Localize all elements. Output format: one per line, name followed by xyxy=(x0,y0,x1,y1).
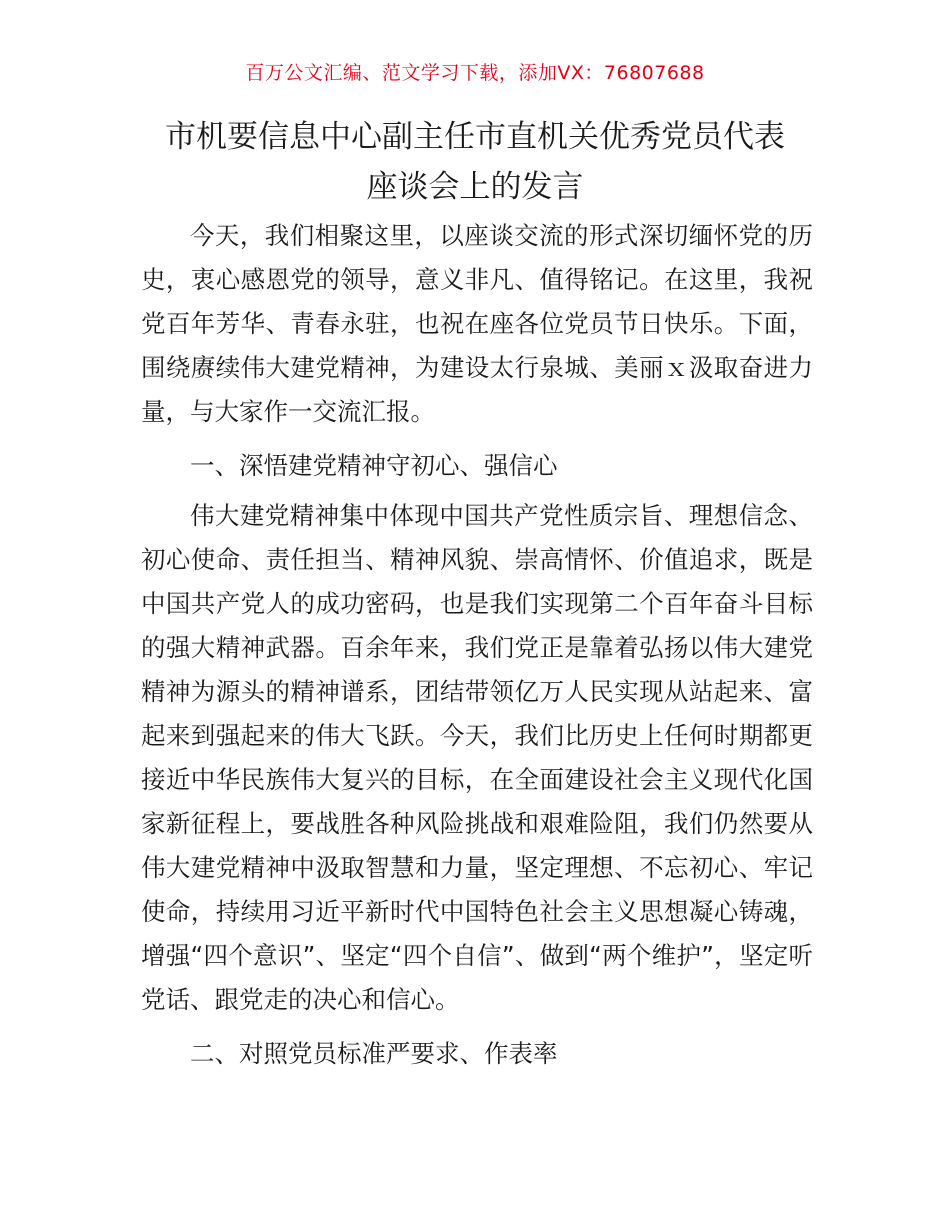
paragraph-intro: 今天，我们相聚这里，以座谈交流的形式深切缅怀党的历史，衷心感恩党的领导，意义非凡、值得铭记。在这里，我祝党百年芳华、青春永驻，也祝在座各位党员节日快乐。下面，围绕赓续伟大建党精神，为建设太行泉城、美丽ｘ汲取奋进力量，与大家作一交流汇报。 xyxy=(141,221,813,426)
document-title xyxy=(120,112,830,212)
title-line-1: 市机要信息中心副主任市直机关优秀党员代表 xyxy=(165,119,785,155)
paragraph-section-1: 伟大建党精神集中体现中国共产党性质宗旨、理想信念、初心使命、责任担当、精神风貌、崇高情怀、价值追求，既是中国共产党人的成功密码，也是我们实现第二个百年奋斗目标的强大精神武器。百余年来，我们党正是靠着弘扬以伟大建党精神为源头的精神谱系，团结带领亿万人民实现从站起来、富起来到强起来的伟大飞跃。今天，我们比历史上任何时期都更接近中华民族伟大复兴的目标，在全面建设社会主义现代化国家新征程上，要战胜各种风险挑战和艰难险阻，我们仍然要从伟大建党精神中汲取智慧和力量，坚定理想、不忘初心、牢记使命，持续用习近平新时代中国特色社会主义思想凝心铸魂，增强“四个意识”、坚定“四个自信”、做到“两个维护”，坚定听党话、跟党走的决心和信心。 xyxy=(141,501,813,1014)
section-heading-1: 一、深悟建党精神守初心、强信心 xyxy=(190,451,558,480)
document-body xyxy=(141,214,813,1082)
section-heading-2: 二、对照党员标准严要求、作表率 xyxy=(190,1039,558,1068)
header-watermark-note: 百万公文汇编、范文学习下载，添加VX：76807688 xyxy=(245,62,705,84)
title-line-2: 座谈会上的发言 xyxy=(366,169,584,205)
